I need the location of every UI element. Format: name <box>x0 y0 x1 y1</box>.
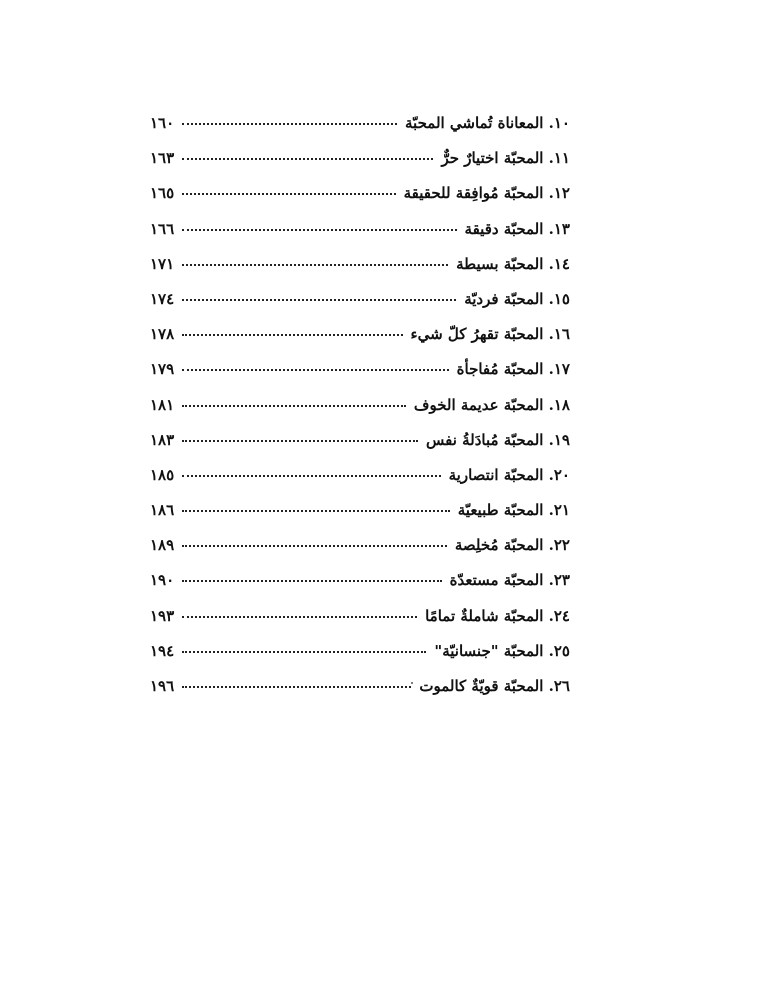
toc-page-number: ١٩٣ <box>150 606 175 625</box>
toc-entry-title: ٢٢. المحبّة مُخلِصة <box>454 536 570 555</box>
dot-leader <box>182 334 402 336</box>
toc-page-number: ١٩٦ <box>150 677 175 695</box>
print-speck <box>411 682 413 684</box>
dot-leader <box>182 299 456 301</box>
toc-page-number: ١٨٩ <box>150 536 175 555</box>
toc-page-number: ١٨٦ <box>150 501 175 520</box>
toc-entry <box>150 290 570 325</box>
dot-leader <box>182 686 411 688</box>
toc-entry <box>150 396 570 431</box>
dot-leader <box>182 229 456 231</box>
toc-entry-title: ٢٣. المحبّة مستعدّة <box>449 571 570 590</box>
toc-entry <box>150 501 570 536</box>
toc-page-number: ١٦٦ <box>150 219 175 238</box>
toc-page-number: ١٩٠ <box>150 571 175 590</box>
toc-entry-title: ١٧. المحبّة مُفاجأة <box>456 360 570 379</box>
dot-leader <box>182 369 448 371</box>
dot-leader <box>182 193 395 195</box>
toc-entry <box>150 220 570 255</box>
toc-page-number: ١٨٥ <box>150 465 175 484</box>
toc-page-number: ١٨١ <box>150 395 175 414</box>
toc-entry <box>150 114 570 149</box>
dot-leader <box>182 475 440 477</box>
toc-page-number: ١٩٤ <box>150 641 175 660</box>
toc-entry-title: ١٩. المحبّة مُبادَلةُ نفس <box>426 430 570 449</box>
toc-entry <box>150 607 570 642</box>
toc-entry-title: ١٦. المحبّة تقهرُ كلّ شيء <box>410 325 570 344</box>
toc-entry <box>150 255 570 290</box>
toc-page-number: ١٧٤ <box>150 289 175 308</box>
dot-leader <box>182 158 433 160</box>
toc-page-number: ١٧١ <box>150 254 175 273</box>
toc-entry <box>150 149 570 184</box>
dot-leader <box>182 440 418 442</box>
toc-entry-title: ٢٤. المحبّة شاملةٌ تمامًا <box>425 606 570 625</box>
toc-page-number: ١٧٩ <box>150 360 175 379</box>
toc-entry-title: ١٢. المحبّة مُوافِقة للحقيقة <box>403 184 570 203</box>
table-of-contents <box>150 114 570 712</box>
toc-entry <box>150 184 570 219</box>
toc-entry-title: ٢١. المحبّة طبيعيّة <box>457 501 570 520</box>
toc-entry <box>150 536 570 571</box>
toc-page-number: ١٦٥ <box>150 184 175 203</box>
toc-page-number: ١٧٨ <box>150 325 175 344</box>
dot-leader <box>182 510 450 512</box>
toc-page-number: ١٦٠ <box>150 114 175 132</box>
toc-entry <box>150 642 570 677</box>
toc-entry-title: ٢٥. المحبّة "جنسانيّة" <box>434 641 570 660</box>
toc-entry-title: ١٠. المعاناة تُماشي المحبّة <box>405 114 570 132</box>
toc-entry <box>150 360 570 395</box>
toc-entry-title: ١٥. المحبّة فرديّة <box>464 289 570 308</box>
toc-entry-title: ١٤. المحبّة بسيطة <box>456 254 570 273</box>
toc-entry <box>150 325 570 360</box>
dot-leader <box>182 651 426 653</box>
dot-leader <box>182 123 397 125</box>
dot-leader <box>182 405 406 407</box>
toc-entry-title: ١٣. المحبّة دقيقة <box>464 219 570 238</box>
dot-leader <box>182 264 448 266</box>
toc-entry-title: ٢٠. المحبّة انتصارية <box>448 465 570 484</box>
toc-entry <box>150 677 570 712</box>
toc-entry-title: ١١. المحبّة اختيارٌ حرٌّ <box>441 149 570 168</box>
dot-leader <box>182 580 441 582</box>
toc-entry <box>150 431 570 466</box>
toc-page-number: ١٦٣ <box>150 149 175 168</box>
toc-entry <box>150 571 570 606</box>
toc-page-number: ١٨٣ <box>150 430 175 449</box>
dot-leader <box>182 616 417 618</box>
toc-entry-title: ١٨. المحبّة عديمة الخوف <box>413 395 570 414</box>
dot-leader <box>182 545 447 547</box>
toc-entry <box>150 466 570 501</box>
toc-entry-title: ٢٦. المحبّة قويّةٌ كالموت <box>419 677 570 695</box>
